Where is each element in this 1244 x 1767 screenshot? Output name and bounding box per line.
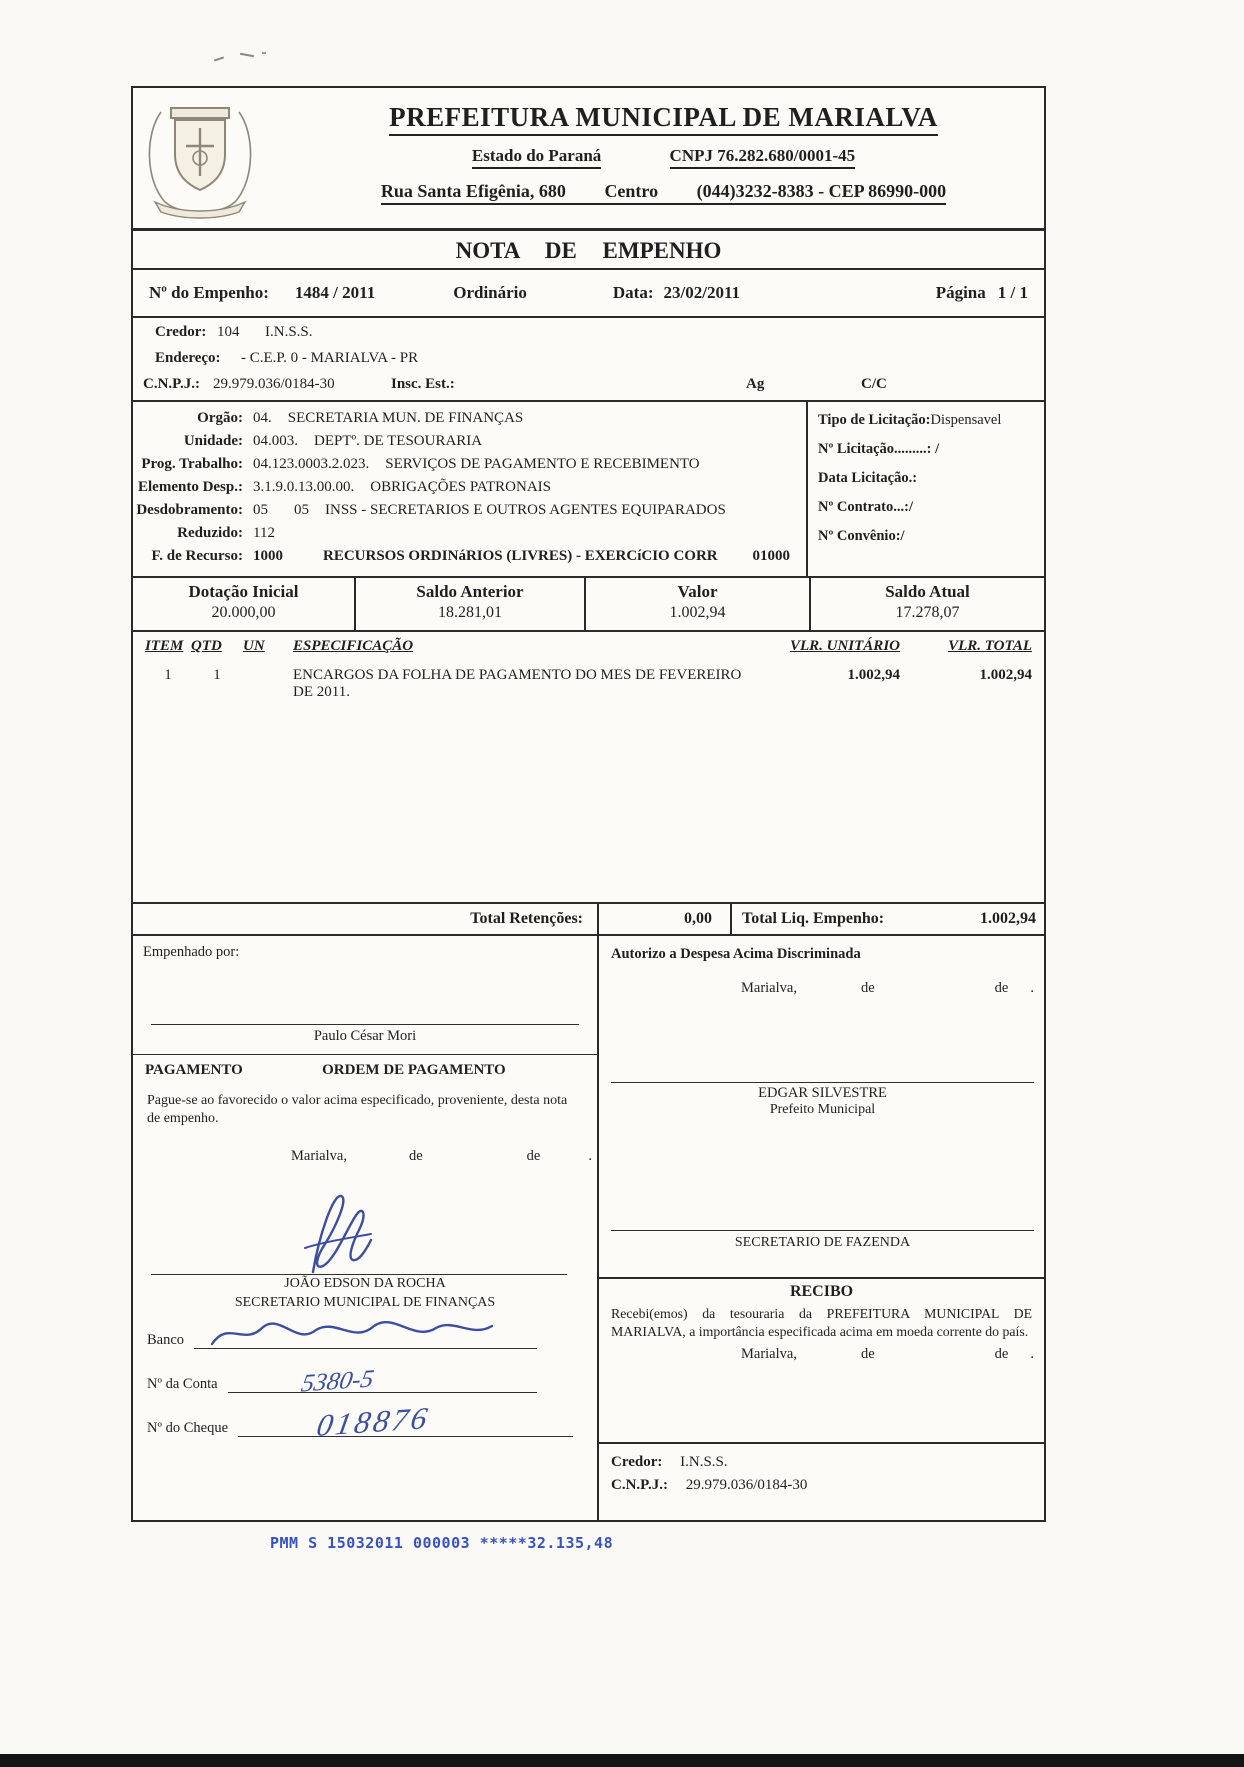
handwritten-conta-value: 5380-5: [298, 1365, 376, 1398]
classification-lines: [133, 410, 804, 571]
totals-row: [133, 902, 1044, 934]
phone-cep: (044)3232-8383 - CEP 86990-000: [696, 181, 947, 201]
conta-fill-line: [228, 1352, 537, 1398]
data-licitacao-line: Data Licitação.:: [818, 470, 918, 486]
dotacao-inicial-header: Dotação Inicial: [188, 582, 299, 601]
saldo-anterior-value: 18.281,01: [438, 604, 502, 621]
creditor-label: Credor:: [155, 324, 207, 340]
item-number: 1: [164, 667, 172, 683]
header-line-3: [283, 181, 1044, 205]
recibo-text: Recebi(emos) da tesouraria da PREFEITURA MUNICIPAL DE MARIALVA, a importância especificada acima em moeda corrente do país.: [611, 1306, 1032, 1339]
org-name: [283, 102, 1044, 136]
item-col-header: ITEM: [145, 638, 184, 654]
pagamento-header-row: [145, 1062, 585, 1079]
desdobramento-label: Desdobramento:: [136, 502, 243, 518]
signature-area: [133, 934, 1044, 1520]
tipo-licitacao-label: Tipo de Licitação:: [818, 412, 931, 428]
address-line: [381, 181, 946, 205]
item-qtd: 1: [213, 667, 221, 683]
nota-de-empenho-document: [131, 86, 1046, 1522]
saldo-atual-value: 17.278,07: [895, 604, 960, 621]
left-signature-column: [133, 936, 599, 1520]
creditor-line: [133, 324, 1044, 350]
insc-est-label: Insc. Est.:: [391, 376, 455, 392]
pagamento-title: PAGAMENTO: [145, 1062, 243, 1078]
de-label: de: [994, 980, 1009, 996]
item-vlr-unitario: 1.002,94: [847, 667, 900, 683]
fonte-recurso-line: [133, 548, 804, 571]
vlr-unitario-col-header: VLR. UNITÁRIO: [789, 638, 900, 654]
empenhado-por-label: Empenhado por:: [143, 944, 240, 960]
prog-trabalho-line: [133, 456, 804, 479]
reduzido-code: 112: [253, 525, 275, 541]
signature-line-fazenda: [611, 1230, 1034, 1231]
elemento-desp-code: 3.1.9.0.13.00.00.: [253, 479, 355, 495]
empenhado-signer-name: Paulo César Mori: [313, 1028, 417, 1044]
vlr-total-col-header: VLR. TOTAL: [948, 638, 1032, 654]
un-col-header: UN: [243, 638, 265, 654]
recibo-section: [599, 1277, 1044, 1442]
elemento-desp-label: Elemento Desp.:: [138, 479, 243, 495]
date-fill-line-left: [133, 1148, 597, 1165]
period-label: .: [1030, 1346, 1034, 1363]
document-title: NOTA DE EMPENHO: [133, 228, 1044, 268]
recibo-credor-line: [611, 1454, 1032, 1471]
period-label: .: [588, 1148, 592, 1164]
item-vlr-total: 1.002,94: [979, 667, 1032, 683]
num-contrato-line: Nº Contrato...:/: [818, 499, 913, 515]
signature-line-empenhado: [151, 1024, 579, 1025]
fonte-recurso-label: F. de Recurso:: [151, 548, 243, 564]
recibo-creditor-block: [599, 1442, 1044, 1510]
orgao-name: SECRETARIA MUN. DE FINANÇAS: [287, 410, 524, 426]
ordem-pagamento-title: ORDEM DE PAGAMENTO: [322, 1062, 506, 1078]
coat-of-arms-icon: [141, 94, 259, 220]
de-label: de: [994, 1346, 1009, 1363]
total-retencoes-label: Total Retenções:: [133, 904, 599, 934]
header-text: [283, 88, 1044, 205]
item-especificacao: ENCARGOS DA FOLHA DE PAGAMENTO DO MES DE FEVEREIRO DE 2011.: [293, 667, 742, 700]
conta-field: [147, 1352, 537, 1398]
saldo-anterior-cell: [356, 578, 586, 630]
amount-summary-table: [133, 576, 1044, 630]
period-label: .: [1030, 980, 1034, 996]
banco-label: Banco: [147, 1332, 185, 1348]
empenho-type: Ordinário: [453, 283, 527, 302]
secretario-fazenda-title: SECRETARIO DE FAZENDA: [734, 1235, 911, 1250]
item-row: [145, 667, 1032, 701]
creditor-block: [133, 316, 1044, 400]
scan-edge-strip: [0, 1754, 1244, 1767]
num-licitacao-line: Nº Licitação.........: /: [818, 441, 940, 457]
tipo-licitacao-line: [818, 412, 1034, 429]
orgao-code: 04.: [253, 410, 272, 426]
elemento-desp-name: OBRIGAÇÕES PATRONAIS: [370, 479, 551, 495]
prog-trabalho-code: 04.123.0003.2.023.: [253, 456, 370, 472]
de-label: de: [408, 1148, 423, 1164]
orgao-line: [133, 410, 804, 433]
signature-line-prefeito: [611, 1082, 1034, 1083]
especificacao-col-header: ESPECIFICAÇÃO: [293, 638, 414, 654]
de-label: de: [860, 1346, 875, 1363]
empenho-number-row: [133, 268, 1044, 316]
dot-matrix-validation-print: PMM S 15032011 000003 *****32.135,48: [270, 1534, 614, 1552]
city-label: Marialva,: [291, 1148, 347, 1164]
de-label: de: [860, 980, 875, 996]
secretario-fazenda-block: [611, 1230, 1034, 1251]
valor-value: 1.002,94: [669, 604, 726, 621]
stray-pen-mark: [214, 57, 224, 62]
handwritten-cheque-value: 018876: [314, 1400, 434, 1443]
recibo-credor-value: I.N.S.S.: [680, 1454, 728, 1470]
budget-classification-block: [133, 400, 1044, 576]
date-fill-line-right: [599, 980, 1034, 997]
saldo-anterior-header: Saldo Anterior: [416, 582, 524, 601]
secretario-financas-name: JOÃO EDSON DA ROCHA: [284, 1276, 446, 1291]
prog-trabalho-name: SERVIÇOS DE PAGAMENTO E RECEBIMENTO: [385, 456, 700, 472]
fonte-recurso-name: RECURSOS ORDINáRIOS (LIVRES) - EXERCíCIO CORR: [323, 548, 718, 564]
address-label: Endereço:: [155, 350, 221, 366]
cheque-field: [147, 1396, 573, 1443]
empenho-number-label: Nº do Empenho:: [149, 283, 269, 302]
items-table: [133, 630, 1044, 902]
dotacao-inicial-cell: [133, 578, 356, 630]
date-label: Data:: [612, 283, 654, 302]
licitacao-box: [806, 402, 1044, 576]
unidade-name: DEPTº. DE TESOURARIA: [314, 433, 483, 449]
elemento-desp-line: [133, 479, 804, 502]
org-name-text: PREFEITURA MUNICIPAL DE MARIALVA: [389, 102, 938, 136]
ordem-pagamento-text: Pague-se ao favorecido o valor acima especificado, proveniente, desta nota de empenho.: [147, 1093, 568, 1127]
municipal-coat-of-arms: [141, 94, 259, 225]
cnpj-value: 29.979.036/0184-30: [213, 376, 335, 392]
stray-pen-mark: [240, 53, 254, 57]
unidade-code: 04.003.: [253, 433, 298, 449]
prefeito-signature-block: [611, 1082, 1034, 1118]
cnpj-label: C.N.P.J.:: [143, 376, 200, 392]
total-liq-value: 1.002,94: [980, 910, 1036, 927]
creditor-code: 104: [217, 324, 240, 340]
creditor-name: I.N.S.S.: [265, 324, 313, 340]
state-label: Estado do Paraná: [472, 146, 601, 169]
orgao-label: Orgão:: [197, 410, 243, 426]
section-divider: [133, 1054, 597, 1055]
street-address: Rua Santa Efigênia, 680: [380, 181, 566, 201]
handwritten-banco-scrawl: [204, 1314, 504, 1352]
unidade-label: Unidade:: [183, 433, 243, 449]
stray-pen-mark: [262, 52, 266, 54]
secretario-financas-title: SECRETARIO MUNICIPAL DE FINANÇAS: [234, 1295, 496, 1310]
signature-scrawl-icon: [283, 1184, 403, 1280]
cc-label: C/C: [861, 376, 887, 392]
recibo-credor-label: Credor:: [611, 1454, 663, 1470]
prog-trabalho-label: Prog. Trabalho:: [141, 456, 243, 472]
fonte-recurso-code: 1000: [253, 548, 283, 564]
ag-label: Ag: [746, 376, 765, 392]
cnpj-label: CNPJ 76.282.680/0001-45: [670, 146, 856, 169]
reduzido-line: [133, 525, 804, 548]
num-convenio-line: Nº Convênio:/: [818, 528, 905, 544]
cheque-label: Nº do Cheque: [147, 1420, 229, 1436]
total-liq-cell: [732, 910, 1044, 928]
page-value: 1 / 1: [997, 283, 1028, 302]
saldo-atual-cell: [811, 578, 1044, 630]
total-liq-label: Total Liq. Empenho:: [742, 910, 885, 927]
creditor-address-line: [133, 350, 1044, 376]
header-line-2: [283, 146, 1044, 169]
fonte-recurso-code2: 01000: [752, 548, 790, 564]
autorizo-text: Autorizo a Despesa Acima Discriminada: [611, 946, 861, 962]
page-label: Página: [935, 283, 986, 302]
dotacao-inicial-value: 20.000,00: [211, 604, 276, 621]
date-fill-line-recibo: [599, 1346, 1044, 1363]
authorization-section: [599, 936, 1044, 1277]
date-value: 23/02/2011: [663, 283, 741, 302]
tipo-licitacao-value: Dispensavel: [930, 412, 1002, 428]
desdobramento-name: INSS - SECRETARIOS E OUTROS AGENTES EQUIPARADOS: [325, 502, 726, 518]
recibo-cnpj-line: [611, 1477, 1032, 1494]
desdobramento-code2: 05: [294, 502, 309, 518]
district: Centro: [604, 181, 659, 201]
saldo-atual-header: Saldo Atual: [885, 582, 970, 601]
total-retencoes-value: 0,00: [599, 904, 732, 934]
document-header: [133, 88, 1044, 228]
reduzido-label: Reduzido:: [177, 525, 243, 541]
unidade-line: [133, 433, 804, 456]
conta-label: Nº da Conta: [147, 1376, 218, 1392]
banco-fill-line: [194, 1308, 537, 1349]
de-label: de: [526, 1148, 541, 1164]
city-label: Marialva,: [741, 980, 797, 996]
valor-cell: [586, 578, 811, 630]
signature-line-secretario: [151, 1274, 567, 1275]
prefeito-name: EDGAR SILVESTRE: [758, 1085, 887, 1101]
right-signature-column: [599, 936, 1044, 1520]
desdobramento-code1: 05: [253, 502, 268, 518]
recibo-cnpj-value: 29.979.036/0184-30: [685, 1477, 808, 1493]
creditor-cnpj-line: [133, 376, 1044, 402]
banco-field: [147, 1308, 537, 1349]
city-label: Marialva,: [741, 1346, 797, 1363]
recibo-title: RECIBO: [789, 1283, 854, 1300]
handwritten-signature: [283, 1184, 403, 1285]
valor-header: Valor: [677, 582, 718, 601]
qtd-col-header: QTD: [191, 638, 222, 654]
items-table-header: [145, 638, 1032, 655]
prefeito-title: Prefeito Municipal: [769, 1102, 876, 1117]
empenho-number-value: 1484 / 2011: [294, 283, 376, 302]
address-value: - C.E.P. 0 - MARIALVA - PR: [241, 350, 419, 366]
desdobramento-line: [133, 502, 804, 525]
recibo-cnpj-label: C.N.P.J.:: [611, 1477, 668, 1493]
item-un: [243, 667, 293, 701]
cheque-fill-line: [238, 1396, 573, 1443]
